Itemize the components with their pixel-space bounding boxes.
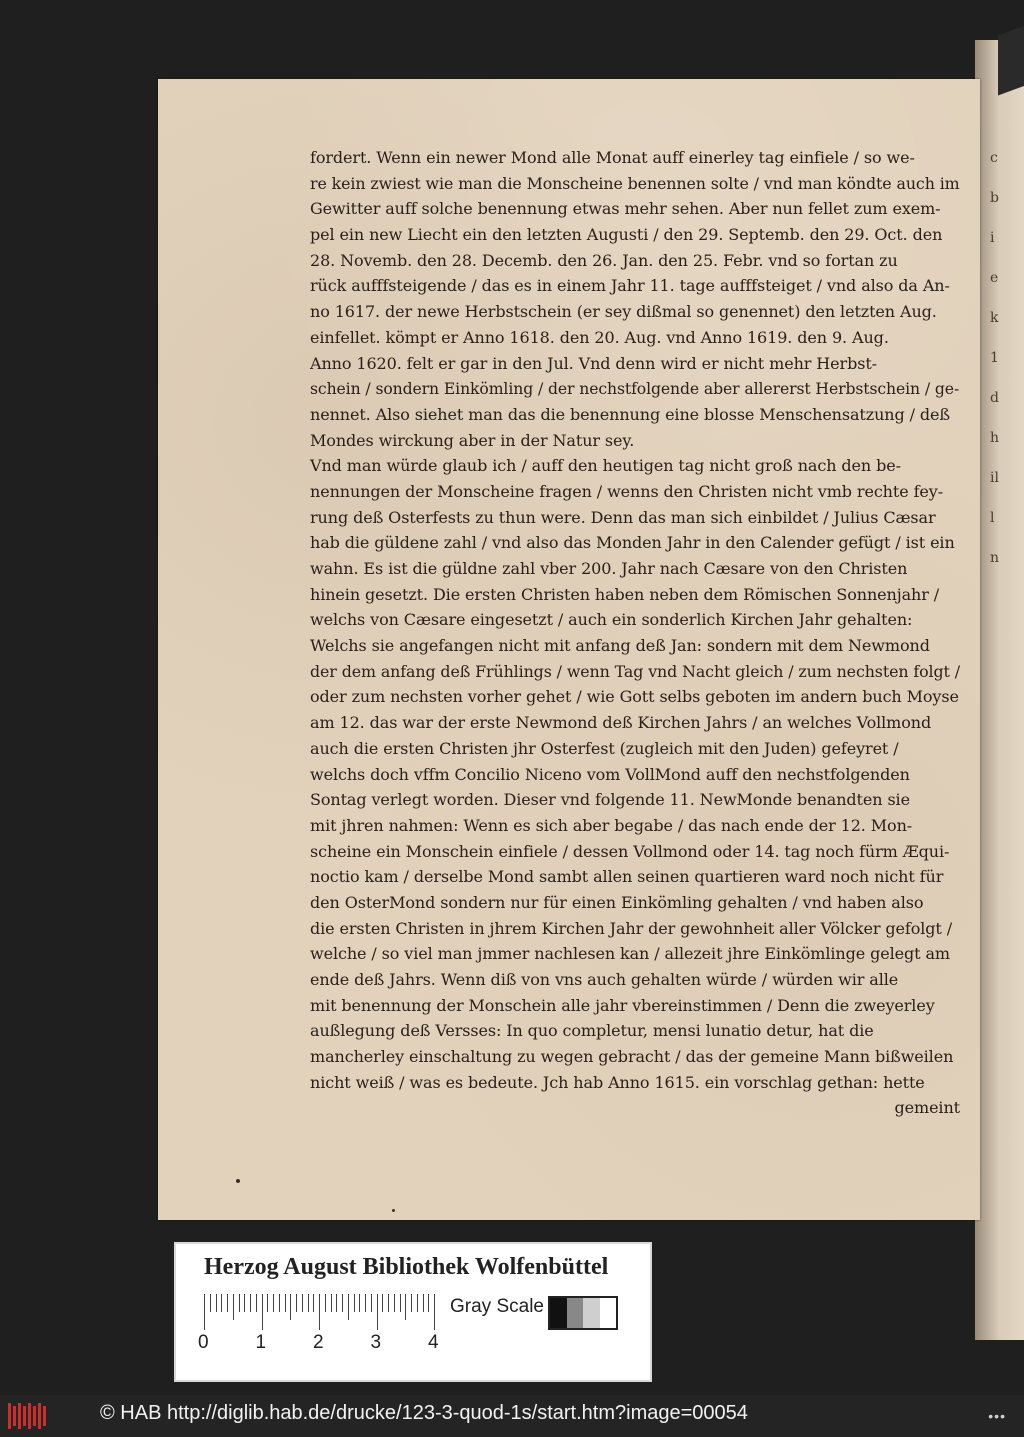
ruler-number: 4 [428,1332,439,1353]
ruler-tick [400,1294,401,1312]
ruler-tick [244,1294,245,1312]
text-line: nennet. Also siehet man das die benennung eine blosse Menschensatzung / deß [310,404,951,424]
text-line: nicht weiß / was es bedeute. Jch hab Anno 1615. ein vorschlag gethan: hette [310,1072,925,1092]
text-line: no 1617. der newe Herbstschein (er sey dißmal so genennet) den letzten Aug. [310,302,937,322]
ruler-tick [348,1294,349,1320]
ruler-tick [239,1294,240,1312]
adjacent-page-letter: c [990,150,998,166]
adjacent-page-letter: d [990,390,999,406]
ellipsis-icon[interactable]: ••• [988,1408,1006,1424]
text-line: gemeint [894,1098,960,1118]
ruler-tick [250,1294,251,1312]
text-line: Sontag verlegt worden. Dieser vnd folgende 11. NewMonde benandten sie [310,790,910,810]
ruler-tick [434,1294,435,1330]
ruler-tick [302,1294,303,1312]
adjacent-page-letter: e [990,270,999,286]
ruler-tick [325,1294,326,1312]
text-line: die ersten Christen in jhrem Kirchen Jahr der gewohnheit aller Völcker gefolgt / [310,918,953,938]
ruler-tick [279,1294,280,1312]
text-line: Welchs sie angefangen nicht mit anfang deß Jan: sondern mit dem Newmond [310,636,930,656]
adjacent-page-letter: l [990,510,995,526]
logo-stripe [13,1406,16,1426]
ruler-tick [221,1294,222,1312]
ink-spot [392,1209,395,1212]
gray-scale-cell [600,1298,617,1328]
text-line: einfellet. kömpt er Anno 1618. den 20. Aug. vnd Anno 1619. den 9. Aug. [310,327,889,347]
ruler-tick [411,1294,412,1312]
ruler-tick [377,1294,378,1330]
text-line: rück aufffsteigende / das es in einem Jahr 11. tage aufffsteiget / vnd also da An- [310,276,950,296]
text-line: Vnd man würde glaub ich / auff den heutigen tag nicht groß nach den be- [310,456,901,476]
text-line: welchs von Cæsare eingesetzt / auch ein sonderlich Kirchen Jahr gehalten: [310,610,913,630]
gray-scale-cell [567,1298,584,1328]
ruler-tick [382,1294,383,1312]
ruler-number: 1 [255,1332,267,1353]
text-line: re kein zwiest wie man die Monscheine benennen solte / vnd man köndte auch im [310,173,960,193]
text-line: hinein gesetzt. Die ersten Christen haben neben dem Römischen Sonnenjahr / [310,584,940,604]
text-line: den OsterMond sondern nur für einen Einkömling gehalten / vnd haben also [310,892,924,912]
adjacent-page-letter: h [990,430,1000,446]
adjacent-page-letter: k [990,310,999,326]
ruler-tick [290,1294,291,1320]
text-line: schein / sondern Einkömling / der nechstfolgende aber allererst Herbstschein / ge- [310,379,960,399]
ruler-number: 0 [198,1332,209,1353]
page-corner-shadow [998,25,1024,96]
adjacent-page-letter: b [990,190,999,206]
ruler-tick [313,1294,314,1312]
text-line: scheine ein Monschein einfiele / dessen Vollmond oder 14. tag noch fürm Æqui- [310,841,950,861]
text-line: Gewitter auff solche benennung etwas mehr sehen. Aber nun fellet zum exem- [310,199,941,219]
ruler-tick [210,1294,211,1312]
ruler-tick [216,1294,217,1312]
ruler-tick [417,1294,418,1312]
adjacent-page-letter: 1 [990,350,999,366]
ruler-tick [423,1294,424,1312]
text-line: ende deß Jahrs. Wenn diß von vns auch gehalten würde / würden wir alle [310,970,899,989]
text-line: Mondes wirckung aber in der Natur sey. [310,430,635,450]
text-line: wahn. Es ist die güldne zahl vber 200. Jahr nach Cæsare von den Christen [310,559,908,578]
ruler-tick [262,1294,263,1330]
adjacent-page-letter: il [990,470,999,486]
text-line: welche / so viel man jmmer nachlesen kan / allezeit jhre Einkömlinge gelegt am [310,944,950,964]
logo-stripe [18,1403,21,1429]
ruler-tick [371,1294,372,1312]
text-line: 28. Novemb. den 28. Decemb. den 26. Jan. den 25. Febr. vnd so fortan zu [310,250,898,270]
ruler-tick [365,1294,366,1312]
text-line: Anno 1620. felt er gar in den Jul. Vnd denn wird er nicht mehr Herbst- [310,353,877,373]
ruler-tick [227,1294,228,1312]
ruler-number: 3 [370,1332,382,1353]
adjacent-page-letters [990,150,1020,590]
logo-stripe [38,1403,41,1429]
ruler-tick [308,1294,309,1312]
ink-spot [236,1179,240,1183]
ruler-tick [342,1294,343,1312]
text-line: auch die ersten Christen jhr Osterfest (zugleich mit den Juden) gefeyret / [310,738,899,758]
text-line: pel ein new Liecht ein den letzten Augusti / den 29. Septemb. den 29. Oct. den [310,225,943,245]
ruler-tick [405,1294,406,1320]
ruler-tick [285,1294,286,1312]
text-line: der dem anfang deß Frühlings / wenn Tag vnd Nacht gleich / zum nechsten folgt / [310,661,960,681]
text-line: nennungen der Monscheine fragen / wenns den Christen nicht vmb rechte fey- [310,481,943,501]
ruler-tick [354,1294,355,1312]
logo-stripe [28,1403,31,1429]
logo-stripe [33,1406,36,1426]
adjacent-page-letter: i [990,230,995,246]
gray-scale-swatch [548,1296,618,1330]
logo-stripe [43,1406,46,1426]
text-line: welchs doch vffm Concilio Niceno vom VollMond auff den nechstfolgenden [310,764,910,784]
gray-scale-cell [550,1298,567,1328]
ruler-tick [256,1294,257,1312]
measurement-ruler [204,1294,444,1330]
ruler-tick [267,1294,268,1312]
page-text [310,145,960,1121]
gray-scale-cell [583,1298,600,1328]
text-line: mit jhren nahmen: Wenn es sich aber begabe / das nach ende der 12. Mon- [310,815,913,835]
viewer-footer [0,1395,1024,1437]
copyright-url[interactable]: © HAB http://diglib.hab.de/drucke/123-3-quod-1s/start.htm?image=00054 [100,1402,748,1424]
text-line: hab die güldene zahl / vnd also das Monden Jahr in den Calender gefügt / ist ein [310,533,955,553]
ruler-tick [319,1294,320,1330]
ruler-tick [428,1294,429,1312]
text-line: rung deß Osterfests zu thun were. Denn das man sich einbildet / Julius Cæsar [310,507,936,527]
ruler-tick [359,1294,360,1312]
text-line: am 12. das war der erste Newmond deß Kirchen Jahrs / an welches Vollmond [310,713,932,733]
hab-logo-icon[interactable] [8,1401,48,1431]
text-line: mancherley einschaltung zu wegen gebracht / das der gemeine Mann bißweilen [310,1047,954,1067]
text-line: mit benennung der Monschein alle jahr vbereinstimmen / Denn die zweyerley [310,995,935,1015]
ruler-tick [233,1294,234,1320]
text-line: außlegung deß Versses: In quo completur, mensi lunatio detur, hat die [310,1021,874,1041]
ruler-tick [296,1294,297,1312]
gray-scale-label: Gray Scale [450,1296,544,1317]
library-title: Herzog August Bibliothek Wolfenbüttel [204,1254,609,1280]
adjacent-page-letter: n [990,550,1000,566]
ruler-tick [336,1294,337,1312]
ruler-tick [273,1294,274,1312]
text-line: fordert. Wenn ein newer Mond alle Monat auff einerley tag einfiele / so we- [310,148,915,167]
ruler-tick [331,1294,332,1312]
ruler-tick [388,1294,389,1312]
logo-stripe [8,1403,11,1429]
text-line: oder zum nechsten vorher gehet / wie Gott selbs geboten im andern buch Moyse [310,687,959,707]
ruler-tick [204,1294,205,1330]
logo-stripe [23,1406,26,1426]
ruler-number: 2 [313,1332,324,1353]
ruler-tick [394,1294,395,1312]
text-line: noctio kam / derselbe Mond sambt allen seinen quartieren ward noch nicht für [310,867,944,887]
calibration-card [174,1242,652,1382]
document-page [158,79,980,1220]
